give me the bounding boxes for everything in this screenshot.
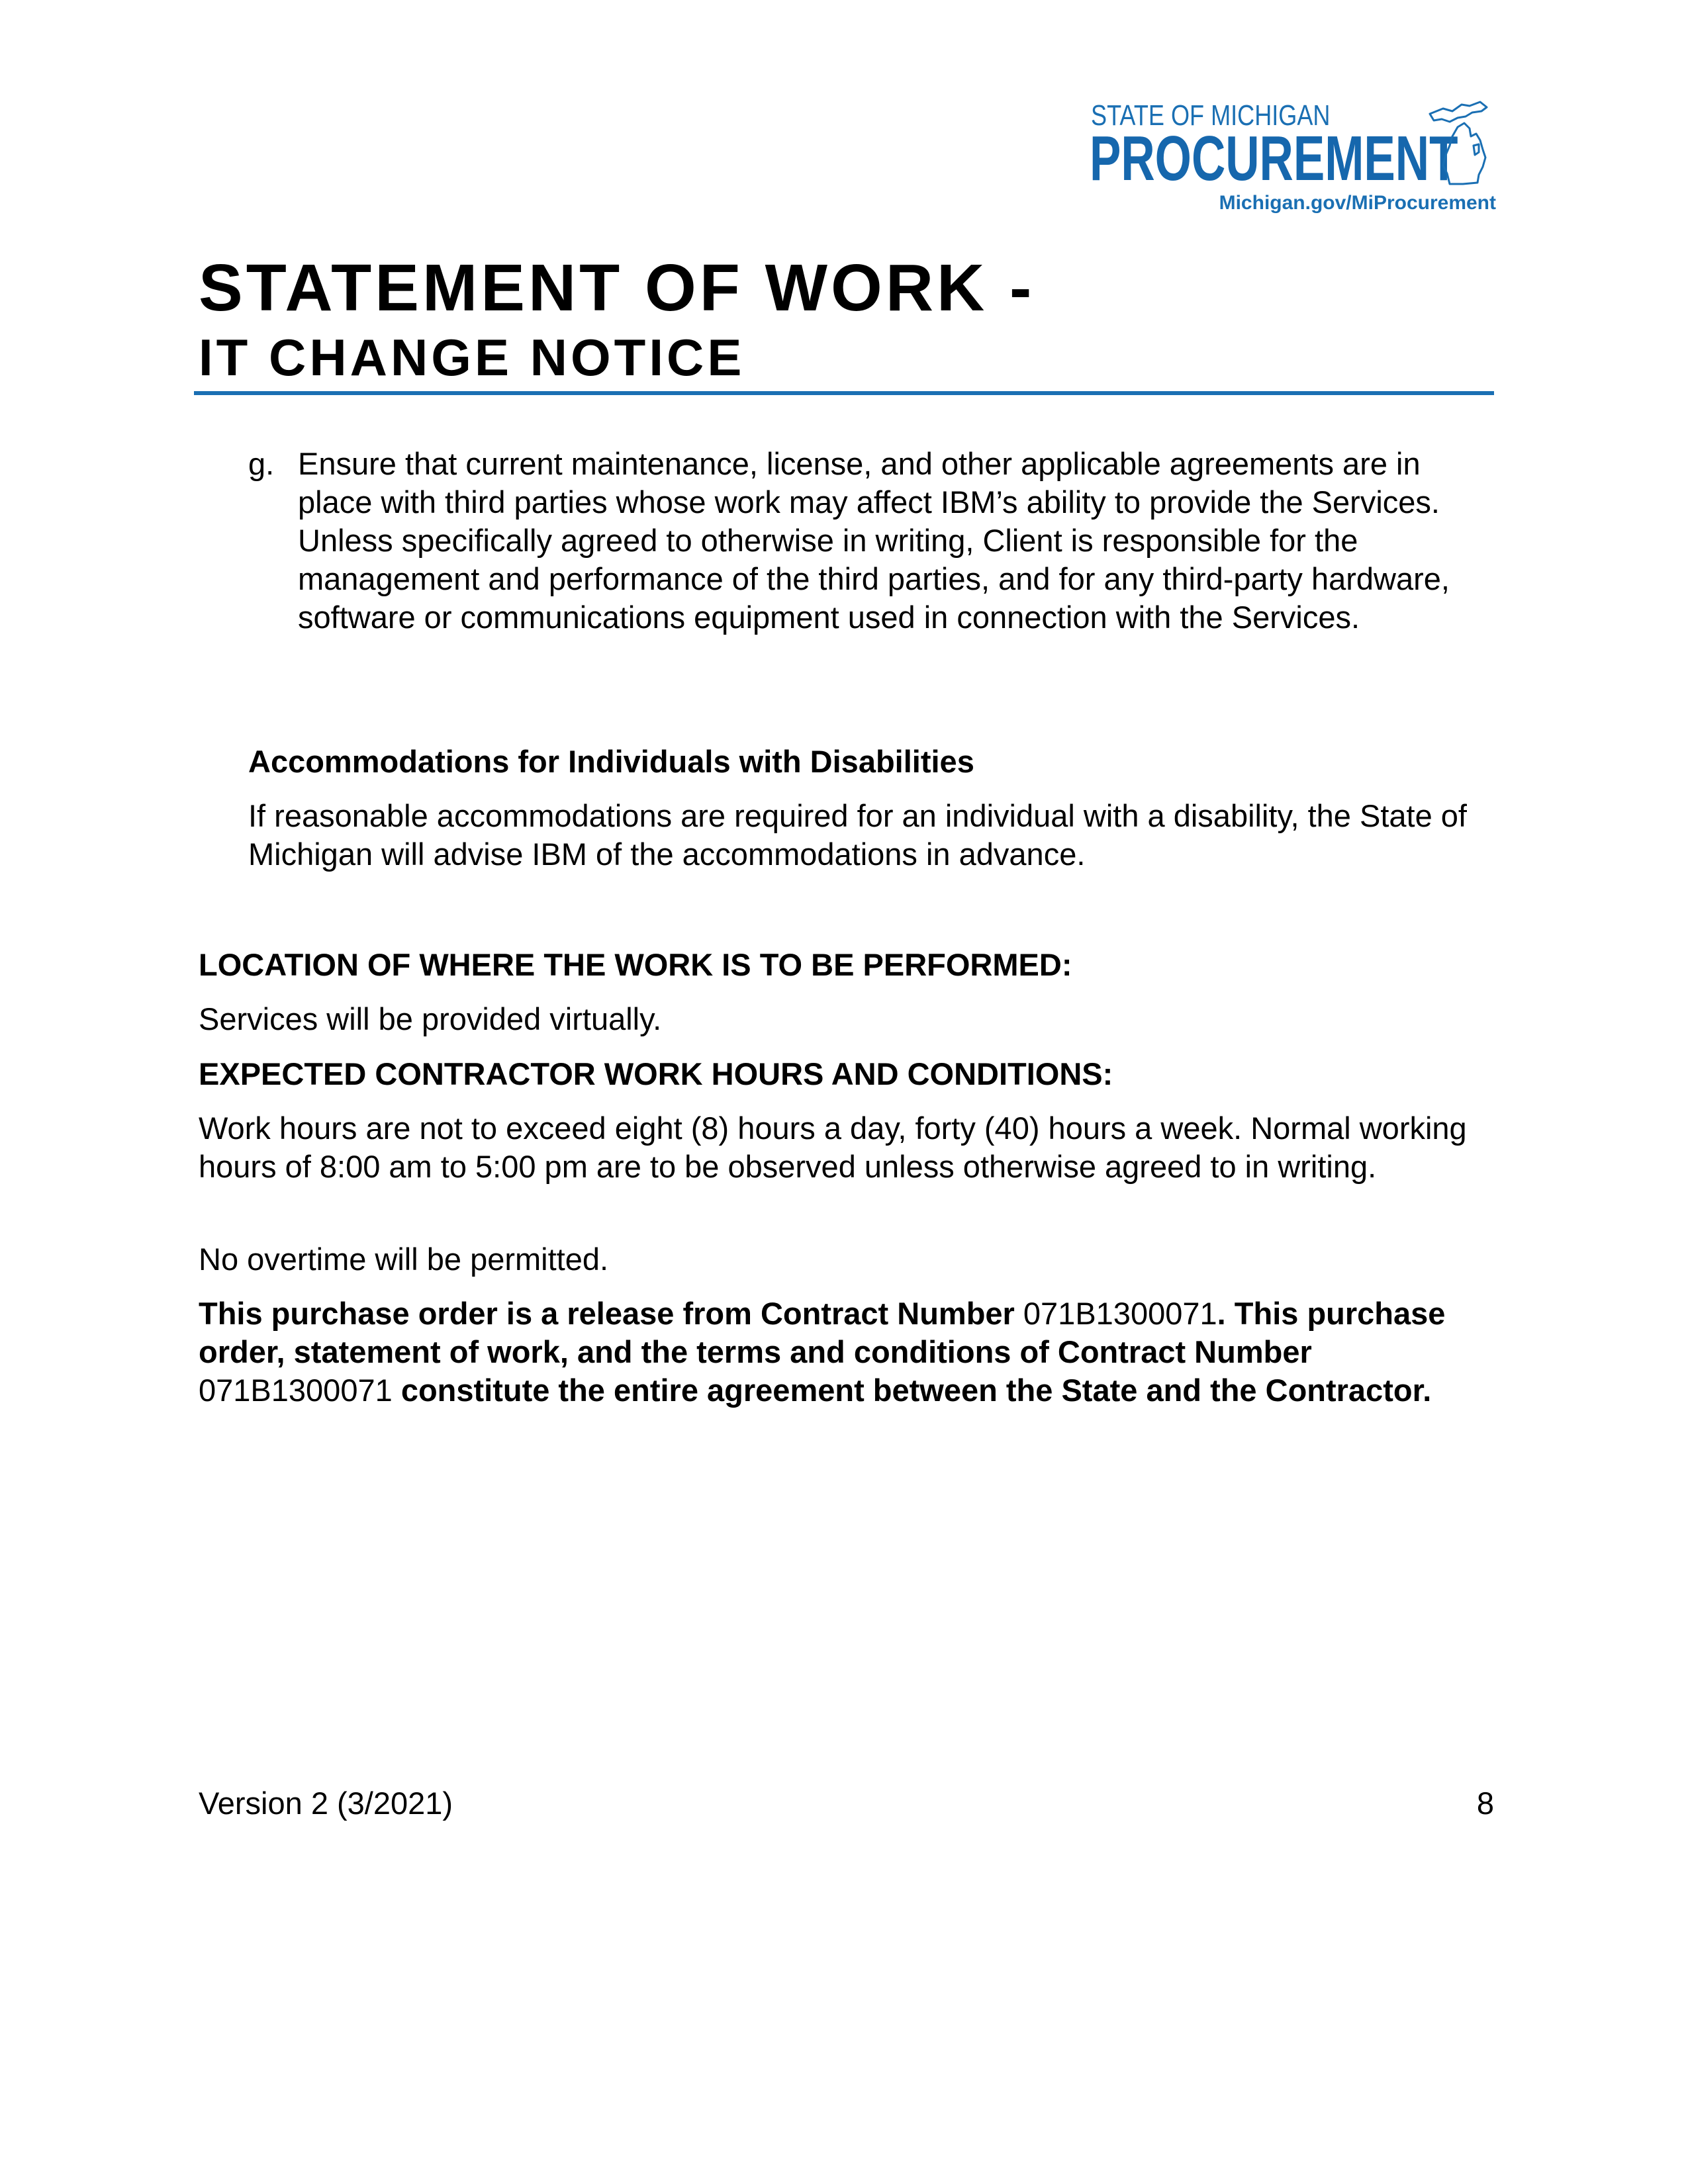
- contract-number: 071B1300071: [199, 1373, 393, 1408]
- page-title: STATEMENT OF WORK -: [199, 251, 1035, 325]
- list-item: [248, 445, 1493, 637]
- accommodations-text: If reasonable accommodations are required for an individual with a disability, the State of Michigan will advise IBM of the accommodations in advance.: [248, 798, 1467, 872]
- release-part-2: . This purchase order, statement of work, and the terms and conditions of Contract Number: [199, 1296, 1446, 1369]
- footer-page-number: 8: [1476, 1786, 1494, 1821]
- location-heading: LOCATION OF WHERE THE WORK IS TO BE PERFORMED:: [199, 947, 1072, 982]
- release-statement: [199, 1295, 1496, 1410]
- logo-state-text: STATE OF MICHIGAN: [1091, 99, 1331, 132]
- release-part-3: constitute the entire agreement between the State and the Contractor.: [400, 1373, 1432, 1408]
- overtime-text: No overtime will be permitted.: [199, 1242, 609, 1277]
- hours-heading: EXPECTED CONTRACTOR WORK HOURS AND CONDITIONS:: [199, 1056, 1113, 1091]
- contract-number: 071B1300071: [1023, 1296, 1217, 1331]
- header-divider: [194, 391, 1494, 395]
- page-subtitle: IT CHANGE NOTICE: [199, 328, 745, 387]
- procurement-logo: [1086, 99, 1496, 215]
- release-part-1: This purchase order is a release from Contract Number: [199, 1296, 1015, 1331]
- logo-url-text: Michigan.gov/MiProcurement: [1219, 192, 1496, 214]
- accommodations-heading: Accommodations for Individuals with Disabilities: [248, 744, 974, 779]
- list-item-text: Ensure that current maintenance, license, and other applicable agreements are in place with third parties whose work may affect IBM’s ability to provide the Services. Unless specifically agreed to otherwise in writing, Client is responsible for the management and performance of the third parties, and for any third-party hardware, software or communications equipment used in connection with the Services.: [298, 446, 1450, 635]
- michigan-map-icon: [1423, 99, 1496, 192]
- location-text: Services will be provided virtually.: [199, 1001, 662, 1036]
- list-marker: g.: [248, 446, 275, 481]
- logo-procurement-text: PROCUREMENT: [1090, 123, 1458, 194]
- footer-version: Version 2 (3/2021): [199, 1786, 453, 1821]
- hours-text: Work hours are not to exceed eight (8) hours a day, forty (40) hours a week. Normal working hours of 8:00 am to 5:00 pm are to be observed unless otherwise agreed to in writing.: [199, 1111, 1467, 1184]
